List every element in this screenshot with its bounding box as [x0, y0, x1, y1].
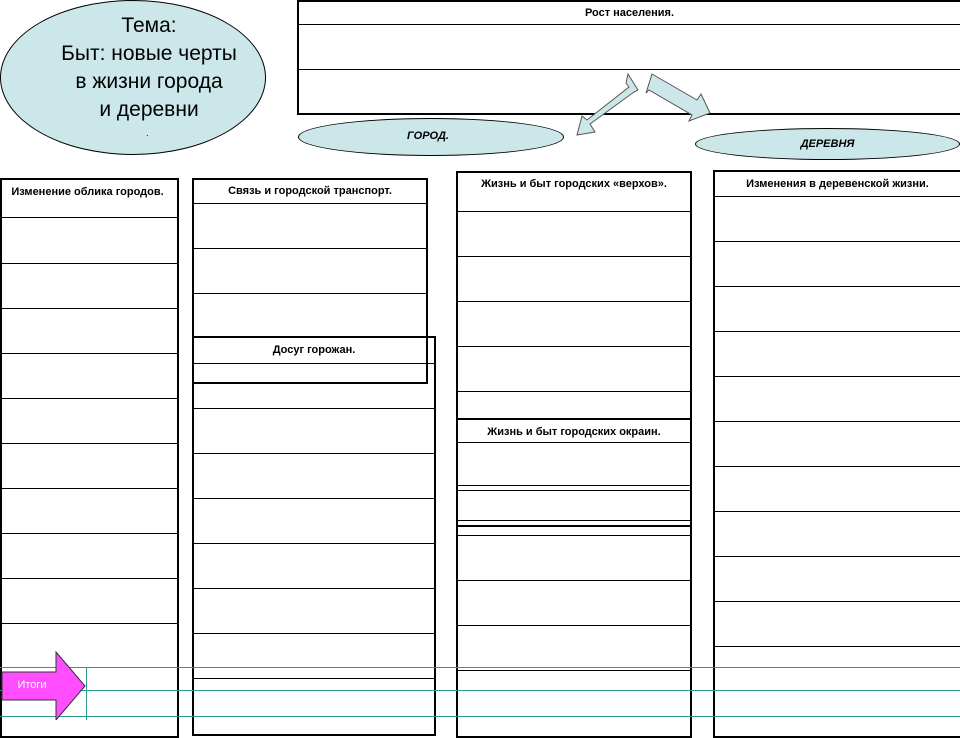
upper-column	[456, 171, 692, 527]
topic-line-4: и деревни	[99, 98, 199, 121]
appearance-header: Изменение облика городов.	[11, 186, 164, 198]
arrow-to-village-icon	[646, 74, 710, 121]
topic-title	[34, 12, 264, 124]
summary-button[interactable]: Итоги	[17, 679, 47, 691]
population-title: Рост населения.	[584, 7, 675, 19]
village-oval	[695, 128, 960, 160]
arrow-to-city-icon	[577, 74, 638, 135]
summary-line-divider	[86, 667, 87, 720]
summary-line-middle	[0, 690, 960, 691]
leisure-column	[192, 336, 436, 736]
topic-line-2: Быт: новые черты	[61, 42, 237, 65]
leisure-header: Досуг горожан.	[272, 344, 356, 356]
outskirts-header: Жизнь и быт городских окраин.	[458, 426, 690, 439]
city-oval	[298, 118, 564, 156]
village-label: ДЕРЕВНЯ	[800, 138, 855, 150]
topic-line-3: в жизни города	[75, 70, 223, 93]
village-column	[713, 170, 960, 738]
summary-line-top	[0, 667, 960, 668]
transport-column	[192, 178, 428, 384]
topic-dot: .	[146, 128, 149, 138]
city-label: ГОРОД.	[407, 130, 449, 142]
topic-line-1: Тема:	[121, 14, 177, 37]
transport-header: Связь и городской транспорт.	[194, 180, 426, 198]
upper-header: Жизнь и быт городских «верхов».	[458, 173, 690, 191]
village-header: Изменения в деревенской жизни.	[746, 178, 929, 190]
summary-line-bottom	[0, 716, 960, 717]
